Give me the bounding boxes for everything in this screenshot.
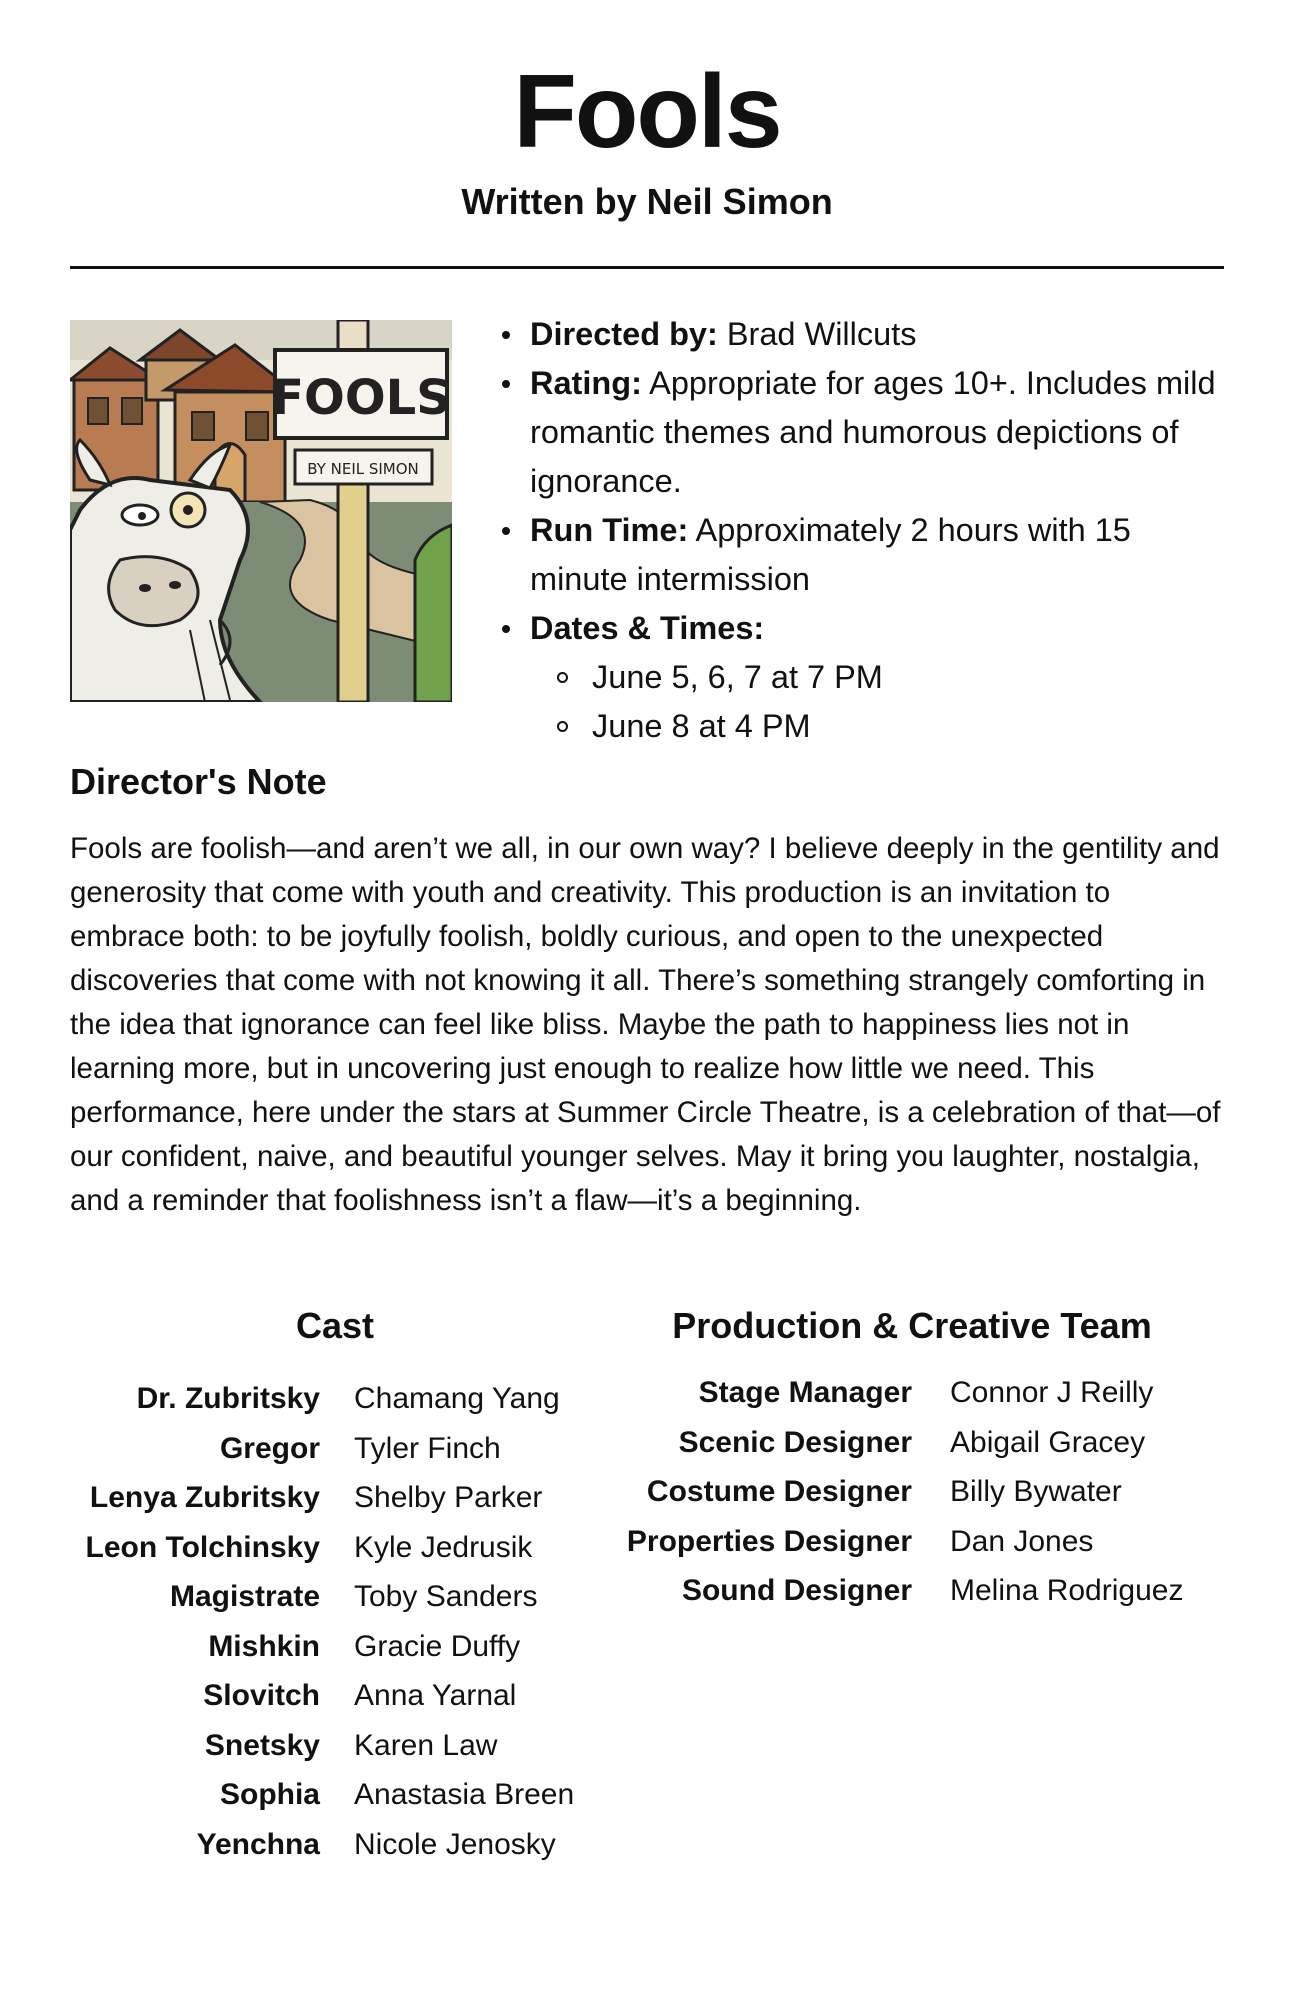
cast-actor: Toby Sanders [354, 1580, 538, 1613]
cast-row [70, 1721, 600, 1771]
crew-person: Connor J Reilly [950, 1376, 1154, 1409]
detail-rating [494, 359, 1224, 506]
poster-byline: BY NEIL SIMON [307, 460, 419, 478]
cast-row [70, 1671, 600, 1721]
crew-row [600, 1467, 1224, 1517]
cast-role: Sophia [219, 1778, 320, 1811]
crew-person: Abigail Gracey [950, 1425, 1146, 1459]
cast-actor: Tyler Finch [354, 1431, 501, 1465]
detail-runtime [494, 506, 1224, 604]
cast-actor: Karen Law [354, 1728, 498, 1762]
crew-row [600, 1418, 1224, 1468]
page-subtitle: Written by Neil Simon [461, 181, 833, 222]
cast-actor: Anna Yarnal [354, 1679, 517, 1712]
crew-row [600, 1368, 1224, 1418]
crew-role: Properties Designer [626, 1524, 912, 1558]
dates-list [530, 653, 1224, 751]
detail-dates [494, 604, 1224, 751]
crew-heading: Production & Creative Team [672, 1305, 1152, 1346]
crew-list [600, 1368, 1224, 1616]
cast-actor: Kyle Jedrusik [354, 1530, 533, 1564]
detail-label: Directed by: [530, 316, 718, 352]
cast-row [70, 1473, 600, 1523]
crew-person: Melina Rodriguez [950, 1574, 1184, 1607]
crew-role: Costume Designer [646, 1475, 912, 1508]
cast-role: Slovitch [203, 1679, 320, 1712]
crew-role: Sound Designer [681, 1574, 912, 1607]
note-text: Fools are foolish—and aren’t we all, in our own way? I believe deeply in the gentility and generosity that come with youth and creativity. This production is an invitation to embrace both: to be joyfully foolish, boldly curious, and open to the unexpected discoveries that come with not knowing it all. There’s something strangely comforting in the idea that ignorance can feel like bliss. Maybe the path to happiness lies not in learning more, but in uncovering just enough to realize how little we need. This performance, here under the stars at Summer Circle Theatre, is a celebration of that—of our confident, naive, and beautiful younger selves. May it bring you laughter, nostalgia, and a reminder that foolishness isn’t a flaw—it’s a beginning. [70, 832, 1221, 1217]
cast-row [70, 1622, 600, 1672]
show-details [494, 310, 1224, 751]
poster-title: FOOLS [271, 370, 451, 426]
detail-label: Dates & Times: [530, 610, 765, 646]
cast-role: Snetsky [204, 1728, 320, 1762]
detail-label: Rating: [530, 365, 642, 401]
cast-list [70, 1374, 600, 1869]
cast-row [70, 1820, 600, 1870]
cast-actor: Shelby Parker [354, 1481, 543, 1514]
cast-role: Gregor [219, 1431, 320, 1465]
crew-person: Billy Bywater [950, 1475, 1122, 1508]
detail-value: Appropriate for ages 10+. Includes mild romantic themes and humorous depictions of ignorance. [530, 365, 1216, 499]
crew-person: Dan Jones [950, 1524, 1094, 1558]
cast-heading: Cast [295, 1305, 375, 1346]
cast-role: Magistrate [169, 1580, 320, 1613]
crew-row [600, 1517, 1224, 1567]
cast-role: Dr. Zubritsky [136, 1382, 320, 1415]
date-item: June 5, 6, 7 at 7 PM [530, 653, 1224, 702]
page-title: Fools [513, 54, 781, 170]
cast-actor: Gracie Duffy [354, 1629, 521, 1663]
date-item: June 8 at 4 PM [530, 702, 1224, 751]
detail-directed [494, 310, 1224, 359]
cast-role: Leon Tolchinsky [85, 1530, 320, 1564]
poster-illustration [70, 320, 452, 702]
cast-role: Yenchna [196, 1827, 320, 1861]
cast-role: Lenya Zubritsky [89, 1481, 320, 1514]
cast-actor: Chamang Yang [354, 1382, 560, 1415]
header-divider [70, 266, 1224, 269]
cast-actor: Anastasia Breen [354, 1778, 575, 1811]
detail-value: Brad Willcuts [717, 316, 917, 352]
detail-label: Run Time: [530, 512, 689, 548]
crew-role: Scenic Designer [678, 1425, 912, 1459]
cast-row [70, 1374, 600, 1424]
detail-value: Approximately 2 hours with 15 minute intermission [530, 512, 1131, 597]
cast-row [70, 1424, 600, 1474]
note-heading: Director's Note [70, 761, 327, 802]
cast-row [70, 1572, 600, 1622]
crew-role: Stage Manager [698, 1376, 912, 1409]
cast-row [70, 1523, 600, 1573]
cast-role: Mishkin [208, 1629, 320, 1663]
cast-row [70, 1770, 600, 1820]
crew-row [600, 1566, 1224, 1616]
cast-actor: Nicole Jenosky [354, 1827, 556, 1861]
